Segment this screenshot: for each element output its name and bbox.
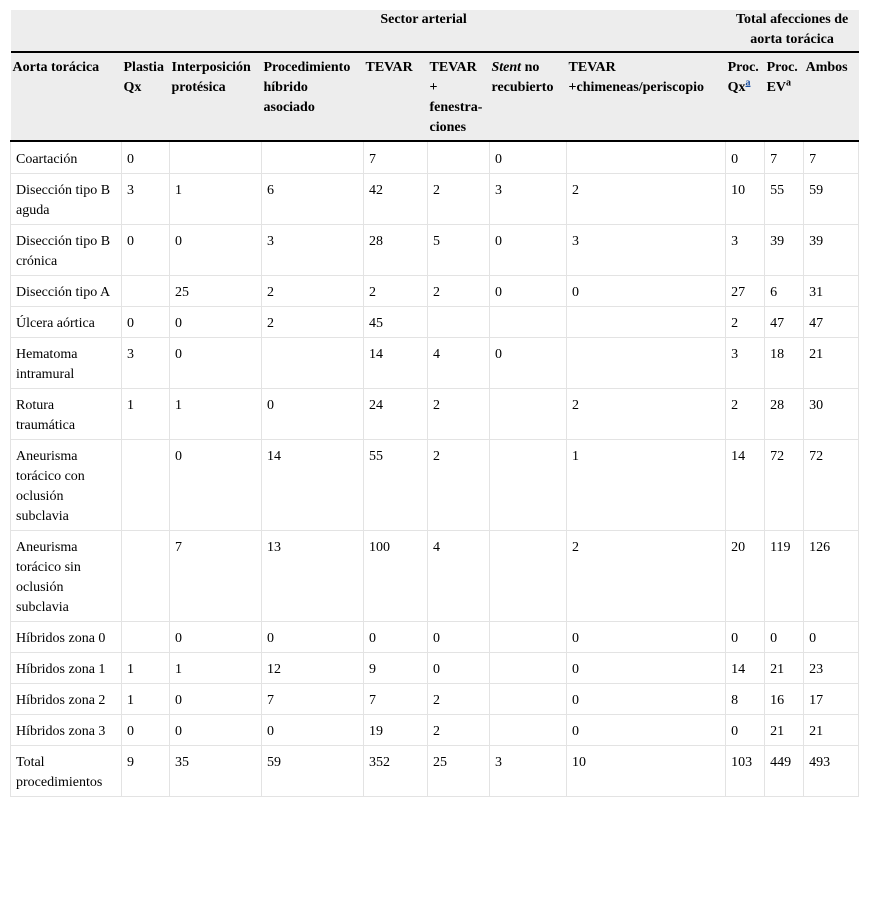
column-header-text: Ambos [805,60,848,75]
table-cell: 3 [490,746,567,797]
row-label: Hematoma intramural [11,338,122,389]
table-cell: 39 [765,225,804,276]
table-cell: 28 [765,389,804,440]
table-cell: 59 [804,174,859,225]
table-row [11,531,859,622]
table-cell: 25 [170,276,262,307]
table-row [11,174,859,225]
table-row [11,276,859,307]
table-cell: 35 [170,746,262,797]
table-cell: 1 [122,389,170,440]
column-header-italic: Stent [491,60,522,75]
table-cell: 8 [726,684,765,715]
table-cell: 1 [170,174,262,225]
table-cell: 0 [567,276,726,307]
table-cell: 20 [726,531,765,622]
table-row [11,715,859,746]
table-cell: 7 [364,141,428,174]
table-cell: 0 [262,622,364,653]
col-stent-no-recubierto [490,52,567,141]
table-cell: 493 [804,746,859,797]
table-cell: 3 [122,174,170,225]
table-cell: 24 [364,389,428,440]
table-cell: 2 [726,307,765,338]
table-cell: 0 [262,715,364,746]
column-header-text: TEVAR [365,60,413,75]
table-cell: 12 [262,653,364,684]
table-cell: 0 [170,715,262,746]
table-cell: 0 [804,622,859,653]
column-header-text: Procedimiento híbrido asociado [263,60,351,115]
table-cell: 0 [765,622,804,653]
table-cell [490,440,567,531]
table-cell [262,338,364,389]
table-cell [428,141,490,174]
table-cell: 103 [726,746,765,797]
table-cell: 10 [567,746,726,797]
table-cell: 21 [765,653,804,684]
table-header [11,10,859,141]
row-label: Híbridos zona 0 [11,622,122,653]
col-interposicion-protesica [170,52,262,141]
table-cell: 6 [262,174,364,225]
table-cell: 3 [726,225,765,276]
table-cell: 0 [364,622,428,653]
table-cell [490,389,567,440]
table-row [11,338,859,389]
table-cell: 19 [364,715,428,746]
table-cell [428,307,490,338]
row-label: Aneurisma torácico con oclusión subclavia [11,440,122,531]
col-procedimiento-hibrido [262,52,364,141]
table-cell: 0 [170,622,262,653]
table-cell: 1 [122,684,170,715]
aortic-procedures-table [10,10,859,797]
column-header-text: Plastia Qx [123,60,164,95]
table-row [11,307,859,338]
row-label: Híbridos zona 1 [11,653,122,684]
table-cell: 2 [726,389,765,440]
table-cell [262,141,364,174]
table-cell: 0 [567,653,726,684]
table-cell: 55 [765,174,804,225]
table-cell: 2 [364,276,428,307]
table-cell: 21 [804,338,859,389]
table-cell: 0 [170,684,262,715]
table-cell: 0 [122,307,170,338]
col-proc-ev [765,52,804,141]
table-cell: 126 [804,531,859,622]
table-cell: 0 [122,715,170,746]
table-cell: 2 [262,307,364,338]
table-row [11,440,859,531]
table-cell: 6 [765,276,804,307]
table-cell: 0 [567,622,726,653]
table-cell [490,653,567,684]
table-cell [490,715,567,746]
table-body [11,141,859,797]
table-cell [122,531,170,622]
table-cell: 14 [726,440,765,531]
table-cell: 42 [364,174,428,225]
table-cell: 0 [262,389,364,440]
table-cell: 0 [726,622,765,653]
table-cell [122,276,170,307]
table-cell: 17 [804,684,859,715]
table-cell: 449 [765,746,804,797]
row-label: Híbridos zona 3 [11,715,122,746]
col-plastia-qx [122,52,170,141]
row-label: Híbridos zona 2 [11,684,122,715]
row-label: Disección tipo B crónica [11,225,122,276]
table-cell: 28 [364,225,428,276]
table-row [11,746,859,797]
table-cell: 0 [170,338,262,389]
table-cell [567,307,726,338]
table-cell [490,684,567,715]
table-cell: 2 [428,715,490,746]
table-cell: 0 [567,715,726,746]
table-cell: 14 [726,653,765,684]
table-cell: 18 [765,338,804,389]
table-cell: 39 [804,225,859,276]
column-header-text: TEVAR + fenestra-ciones [429,60,483,135]
header-group-sector: Sector arterial [122,10,726,52]
table-cell: 2 [567,174,726,225]
column-header-text: no recubierto [491,60,554,95]
row-label: Aneurisma torácico sin oclusión subclavia [11,531,122,622]
table-cell: 0 [726,715,765,746]
table-cell: 3 [262,225,364,276]
footnote-link[interactable]: a [745,77,751,89]
table-cell: 0 [122,225,170,276]
table-cell: 7 [765,141,804,174]
column-header-text: Aorta torácica [12,60,100,75]
table-cell: 3 [122,338,170,389]
table-cell: 14 [364,338,428,389]
row-label: Rotura traumática [11,389,122,440]
table-row [11,389,859,440]
table-cell [567,338,726,389]
table-cell: 21 [765,715,804,746]
table-cell: 23 [804,653,859,684]
header-group-empty [11,10,122,52]
table-cell [122,622,170,653]
table-cell: 3 [567,225,726,276]
table-cell: 13 [262,531,364,622]
table-cell: 3 [726,338,765,389]
table-cell: 0 [170,440,262,531]
table-cell: 7 [262,684,364,715]
table-cell [170,141,262,174]
table-cell: 4 [428,531,490,622]
table-cell: 1 [170,389,262,440]
table-row [11,622,859,653]
header-group-total: Total afecciones de aorta torácica [726,10,859,52]
table-cell: 14 [262,440,364,531]
table-cell: 0 [170,307,262,338]
footnote-marker: a [786,77,792,89]
table-cell: 2 [428,174,490,225]
table-cell: 72 [765,440,804,531]
table-cell [567,141,726,174]
table-cell: 4 [428,338,490,389]
col-tevar-chimeneas [567,52,726,141]
table-cell: 7 [364,684,428,715]
table-cell: 7 [804,141,859,174]
col-tevar [364,52,428,141]
table-cell: 0 [567,684,726,715]
table-row [11,653,859,684]
table-cell: 47 [804,307,859,338]
table-cell: 5 [428,225,490,276]
table-cell: 1 [122,653,170,684]
table-cell: 2 [428,389,490,440]
column-header-text: Interposición protésica [171,60,251,95]
row-label: Total procedimientos [11,746,122,797]
table-cell [122,440,170,531]
col-ambos [804,52,859,141]
table-cell: 2 [428,684,490,715]
col-proc-qx [726,52,765,141]
table-cell: 47 [765,307,804,338]
table-cell: 0 [490,338,567,389]
table-cell: 0 [428,622,490,653]
table-cell: 72 [804,440,859,531]
table-row [11,141,859,174]
table-cell: 2 [428,276,490,307]
table-cell: 7 [170,531,262,622]
table-cell: 27 [726,276,765,307]
table-cell: 100 [364,531,428,622]
table-cell: 0 [490,276,567,307]
table-cell: 1 [567,440,726,531]
table-cell: 0 [726,141,765,174]
table-cell: 0 [170,225,262,276]
column-header-text: Proc. Qx [727,60,759,95]
table-cell: 0 [490,225,567,276]
table-cell: 55 [364,440,428,531]
table-cell: 59 [262,746,364,797]
table-cell: 2 [262,276,364,307]
table-cell: 0 [122,141,170,174]
table-cell: 2 [428,440,490,531]
row-label: Úlcera aórtica [11,307,122,338]
table-cell: 1 [170,653,262,684]
table-cell: 16 [765,684,804,715]
column-header-text: Proc. EV [766,60,798,95]
table-cell: 0 [490,141,567,174]
row-label: Coartación [11,141,122,174]
table-cell: 0 [428,653,490,684]
table-cell: 9 [364,653,428,684]
table-cell: 352 [364,746,428,797]
table-cell: 10 [726,174,765,225]
table-cell: 119 [765,531,804,622]
table-cell: 2 [567,389,726,440]
table-cell [490,307,567,338]
table-cell: 2 [567,531,726,622]
table-cell: 31 [804,276,859,307]
col-tevar-fenestraciones [428,52,490,141]
header-group-row [11,10,859,52]
table-cell: 9 [122,746,170,797]
table-cell [490,622,567,653]
table-cell: 30 [804,389,859,440]
row-label: Disección tipo B aguda [11,174,122,225]
table-cell: 25 [428,746,490,797]
row-label: Disección tipo A [11,276,122,307]
table-cell [490,531,567,622]
table-cell: 45 [364,307,428,338]
table-row [11,684,859,715]
table-row [11,225,859,276]
col-aorta-toracica [11,52,122,141]
header-column-row [11,52,859,141]
table-cell: 21 [804,715,859,746]
column-header-text: TEVAR +chimeneas/periscopio [568,60,705,95]
table-cell: 3 [490,174,567,225]
